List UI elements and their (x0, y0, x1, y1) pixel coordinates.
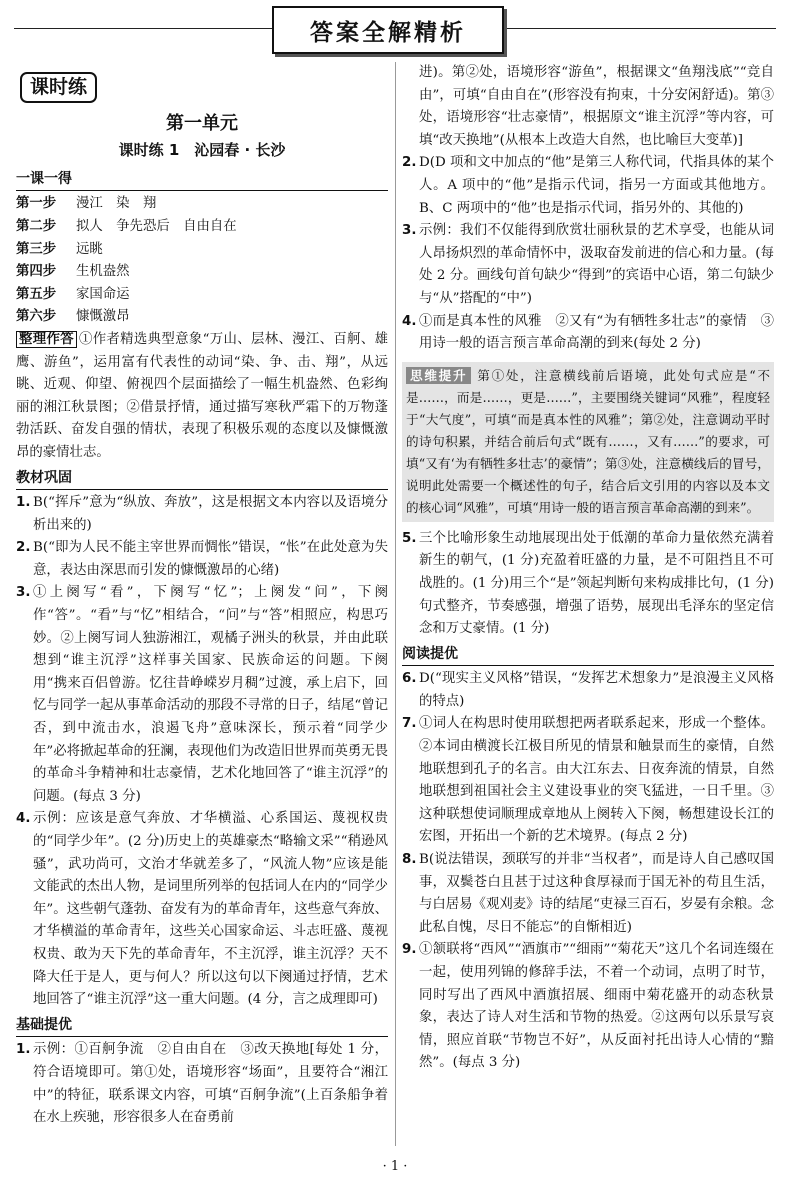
item-text: ①上阕写“看”，下阕写“忆”；上阕发“问”，下阕作“答”。“看”与“忆”相结合，“问”与“答”相照应，构思巧妙。②上阕写词人独游湘江，观橘子洲头的秋景，并由此联想到“谁主沉浮”这样事关国家、民族命运的问题。下阕用“携来百侣曾游。忆往昔峥嵘岁月稠”过渡，承上启下，回忆与同学一起从事革命活动的那段不寻常的日子，结尾“曾记否，到中流击水，浪遏飞舟”意味深长，预示着“同学少年”必将掀起革命的狂澜，表现他们为改造旧世界而英勇无畏的革命斗争精神和壮志豪情，艺术化地回答了“谁主沉浮”的问题。(每点 3 分) (33, 585, 388, 804)
answer-item (402, 311, 774, 356)
step-text: 远眺 (76, 241, 103, 257)
step-row (16, 284, 388, 307)
step-label: 第四步 (16, 264, 57, 280)
item-number: 4. (402, 313, 417, 329)
header-banner (0, 6, 790, 52)
item-text: 示例：我们不仅能得到欣赏壮丽秋景的艺术享受，也能从词人昂扬炽烈的革命情怀中，汲取奋发前进的信心和力量。(每处 2 分。画线句首句缺少“得到”的宾语中心语，第二句缺少与“从”搭配的“中”) (419, 223, 774, 306)
item-text: 三个比喻形象生动地展现出处于低潮的革命力量依然充满着新生的朝气，(1 分)充盈着旺盛的力量，是不可阻挡且不可战胜的。(1 分)用三个“是”领起判断句来构成排比句，(1 分)句式整齐，节奏感强，增强了语势，展现出毛泽东的坚定信念和万丈豪情。(1 分) (419, 530, 774, 637)
zhengli-text: ①作者精选典型意象“万山、层林、漫江、百舸、雄鹰、游鱼”，运用富有代表性的动词“染、争、击、翔”，从远眺、近观、仰望、俯视四个层面描绘了一幅生机盎然、色彩绚丽的湘江秋景图；②借景抒情，通过描写寒秋严霜下的万物蓬勃活跃、奋发自强的情状，表现了积极乐观的态度以及慷慨激昂的豪情壮志。 (16, 331, 388, 460)
item-text: ①而是真本性的风雅 ②又有“为有牺牲多壮志”的豪情 ③用诗一般的语言预言革命高潮的到来(每处 2 分) (419, 313, 774, 352)
section-tag: 课时练 (20, 72, 97, 103)
answer-item (402, 528, 774, 641)
thinking-box (402, 362, 774, 522)
continued-text: 进)。第②处，语境形容“游鱼”，根据课文“鱼翔浅底”“竞自由”，可填“自由自在”(形容没有拘束，十分安闲舒适)。第③处，语境形容“壮志豪情”，根据原文“谁主沉浮”等内容，可填“改天换地”(从根本上改造大自然，也比喻巨大变革)] (419, 65, 774, 148)
item-number: 3. (16, 585, 31, 601)
answer-item (16, 808, 388, 1011)
item-number: 2. (402, 155, 417, 171)
item-number: 6. (402, 671, 417, 687)
column-divider (395, 62, 396, 1146)
item-text: B(“即为人民不能主宰世界而惆怅”错误，“怅”在此处意为失意，表达由深思而引发的慷慨激昂的心绪) (33, 540, 388, 578)
step-label: 第二步 (16, 218, 57, 234)
zhengli-paragraph (16, 329, 388, 465)
item-number: 7. (402, 716, 417, 732)
answer-item (402, 668, 774, 713)
item-number: 9. (402, 942, 417, 958)
item-number: 8. (402, 852, 417, 868)
item-text: ①词人在构思时使用联想把两者联系起来，形成一个整体。②本词由横渡长江极目所见的情景和触景而生的豪情，自然地联想到孔子的名言。由大江东去、日夜奔流的情景，自然地联想到祖国社会主义建设事业的突飞猛进，一日千里。③这种联想使词顺理成章地从上阕转入下阕，畅想建设长江的宏图，开拓出一个新的艺术境界。(每点 2 分) (419, 716, 774, 845)
step-label: 第三步 (16, 241, 57, 257)
step-text: 家国命运 (76, 286, 130, 302)
step-row (16, 239, 388, 262)
item-number: 1. (16, 495, 31, 511)
answer-item (402, 220, 774, 310)
item-text: ①颔联将“西风”“酒旗市”“细雨”“菊花天”这几个名词连缀在一起，使用列锦的修辞手法，不着一个动词，点明了时节，同时写出了西风中酒旗招展、细雨中菊花盛开的动态秋景象，表达了诗人对生活和节物的热爱。②这两句以乐景写哀情，照应首联“节物岂不好”，从反面衬托出诗人心情的“黯然”。(每点 3 分) (419, 942, 774, 1071)
answer-item (402, 939, 774, 1075)
item-number: 3. (402, 223, 417, 239)
item-text: D(“现实主义风格”错误，“发挥艺术想象力”是浪漫主义风格的特点) (419, 671, 774, 709)
item-number: 2. (16, 540, 31, 556)
left-column (16, 62, 388, 1130)
item-text: B(说法错误，颈联写的并非“当权者”，而是诗人自己感叹国事，双鬓苍白且甚于过这种食厚禄而于国无补的苟且生活，与白居易《观刈麦》诗的结尾“吏禄三百石，岁晏有余粮。念此私自愧，尽日不能忘”的自惭相近) (419, 852, 774, 935)
section-heading: 教材巩固 (16, 467, 388, 491)
item-text: B(“挥斥”意为“纵放、奔放”，这是根据文本内容以及语境分析出来的) (33, 495, 388, 533)
step-row (16, 216, 388, 239)
answer-item (16, 582, 388, 808)
answer-item (402, 849, 774, 939)
item-text: 示例：应该是意气奔放、才华横溢、心系国运、蔑视权贵的“同学少年”。(2 分)历史上的英雄豪杰“略输文采”“稍逊风骚”，武功尚可，文治才华就差多了，“风流人物”应该是能文能武的杰出人物，是词里所列举的包括词人在内的“同学少年”。这些朝气蓬勃、奋发有为的革命青年，这些意气奔放、才华横溢的革命青年，这些关心国家命运、斗志旺盛、蔑视权贵、敢为天下先的革命青年，不主沉浮，谁主沉浮？天不降大任于是人，更与何人？所以这句以下阕通过抒情，艺术地回答了“谁主沉浮”这一重大问题。(4 分，言之成理即可) (33, 811, 388, 1008)
section-heading: 基础提优 (16, 1014, 388, 1038)
step-row (16, 306, 388, 329)
step-text: 慷慨激昂 (76, 309, 130, 325)
answer-item (16, 1039, 388, 1129)
step-text: 漫江 染 翔 (76, 196, 157, 212)
step-row (16, 261, 388, 284)
step-label: 第一步 (16, 196, 57, 212)
answer-item (16, 537, 388, 582)
thinking-text: 第①处，注意横线前后语境，此处句式应是“不是……，而是……，更是……”，主要围绕关键词“风雅”，程度轻于“大气度”，可填“而是真本性的风雅”；第②处，注意调动平时的诗句积累，并结合前后句式“既有……，又有……”的要求，可填“又有‘为有牺牲多壮志’的豪情”；第③处，注意横线后的冒号，说明此处需要一个概述性的句子，结合后文引用的内容以及本文的核心词“风雅”，可填“用诗一般的语言预言革命高潮的到来”。 (406, 367, 770, 515)
answer-item (402, 152, 774, 220)
page-number: · 1 · (382, 1159, 408, 1174)
item-number: 5. (402, 530, 417, 546)
thinking-label: 思维提升 (406, 367, 471, 384)
item-number: 4. (16, 811, 31, 827)
item-text: 示例：①百舸争流 ②自由自在 ③改天换地[每处 1 分，符合语境即可。第①处，语境形容“场面”，且要符合“湘江中”的特征，联系课文内容，可填“百舸争流”(上百条船争着在水上疾驰，形容很多人在奋勇前 (33, 1042, 388, 1126)
answer-item (402, 713, 774, 849)
answer-item (16, 492, 388, 537)
unit-title: 第一单元 (166, 112, 238, 134)
item-text: D(D 项和文中加点的“他”是第三人称代词，代指具体的某个人。A 项中的“他”是指示代词，指另一方面或其他地方。B、C 两项中的“他”也是指示代词，指另外的、其他的) (419, 155, 774, 216)
section-heading: 一课一得 (16, 168, 388, 192)
right-column (402, 62, 774, 1075)
step-text: 拟人 争先恐后 自由自在 (76, 218, 237, 234)
step-label: 第六步 (16, 309, 57, 325)
section-heading: 阅读提优 (402, 643, 774, 667)
item-number: 1. (16, 1042, 31, 1058)
step-row (16, 193, 388, 216)
step-text: 生机盎然 (76, 264, 130, 280)
header-title: 答案全解精析 (272, 6, 504, 54)
zhengli-label: 整理作答 (16, 331, 77, 348)
lesson-title: 课时练 1 沁园春 · 长沙 (118, 141, 286, 160)
step-label: 第五步 (16, 286, 57, 302)
